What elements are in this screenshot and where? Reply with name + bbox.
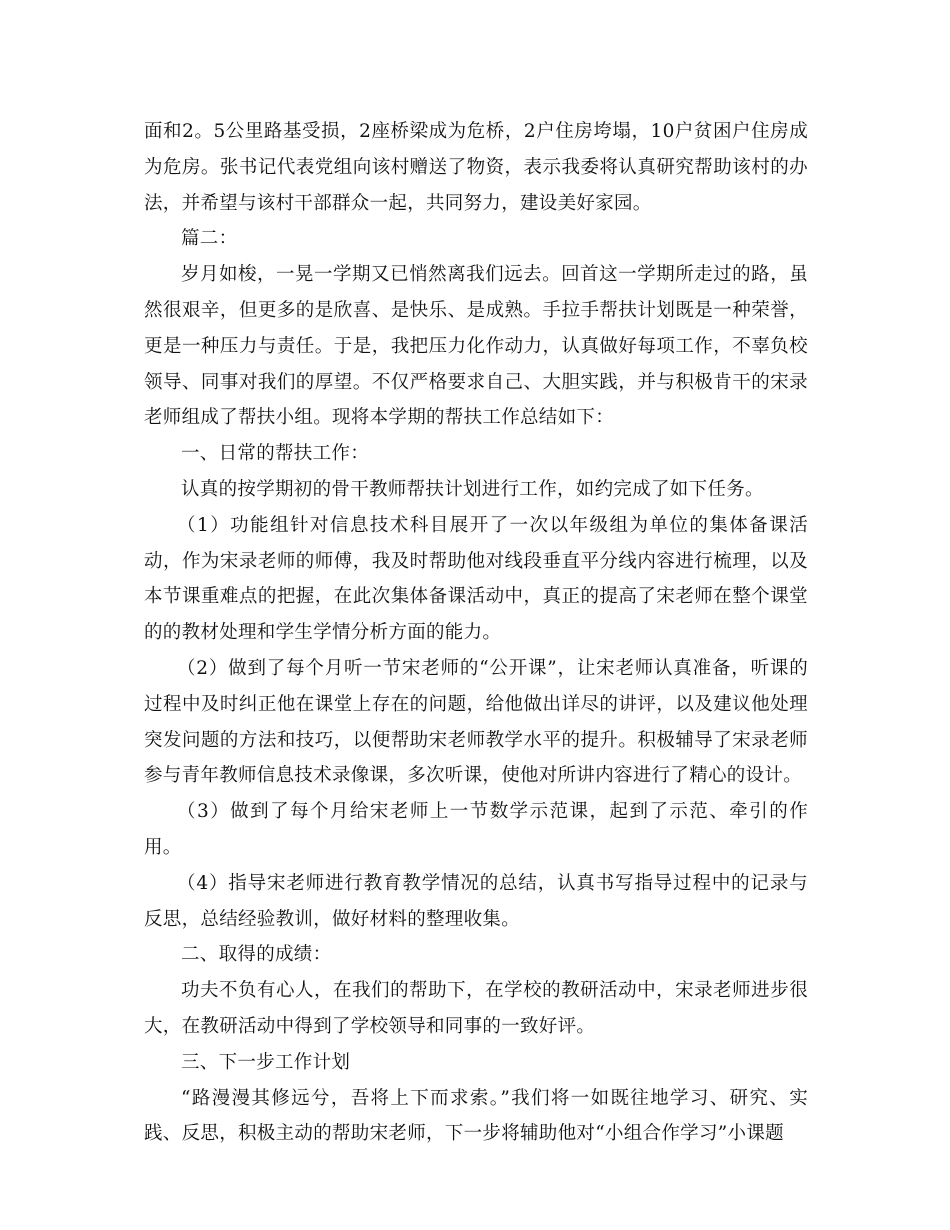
paragraph: 认真的按学期初的骨干教师帮扶计划进行工作，如约完成了如下任务。 (181, 478, 764, 500)
paragraph: 面和2。5公里路基受损，2座桥梁成为危桥，2户住房垮塌，10户贫困户住房成为危房。张书记代表党组向该村赠送了物资，表示我委将认真研究帮助该村的办法，并希望与该村干部群众一起，共同努力，建设美好家园。 (144, 121, 808, 214)
section-heading: 二、取得的成绩： (181, 944, 332, 966)
list-item: （2）做到了每个月听一节宋老师的“公开课”，让宋老师认真准备，听课的过程中及时纠正他在课堂上存在的问题，给他做出详尽的讲评，以及建议他处理突发问题的方法和技巧，以便帮助宋老师教学水平的提升。积极辅导了宋录老师参与青年教师信息技术录像课，多次听课，使他对所讲内容进行了精心的设计。 (144, 657, 808, 787)
section-heading: 篇二： (181, 228, 238, 250)
section-heading: 三、下一步工作计划 (181, 1051, 351, 1073)
paragraph: 岁月如梭，一晃一学期又已悄然离我们远去。回首这一学期所走过的路，虽然很艰辛，但更多的是欣喜、是快乐、是成熟。手拉手帮扶计划既是一种荣誉，更是一种压力与责任。于是，我把压力化作动力，认真做好每项工作，不辜负校领导、同事对我们的厚望。不仅严格要求自己、大胆实践，并与积极肯干的宋录老师组成了帮扶小组。现将本学期的帮扶工作总结如下： (144, 264, 808, 429)
list-item: （4）指导宋老师进行教育教学情况的总结，认真书写指导过程中的记录与反思，总结经验教训，做好材料的整理收集。 (144, 872, 808, 930)
list-item: （1）功能组针对信息技术科目展开了一次以年级组为单位的集体备课活动，作为宋录老师的师傅，我及时帮助他对线段垂直平分线内容进行梳理，以及本节课重难点的把握，在此次集体备课活动中，真正的提高了宋老师在整个课堂的的教材处理和学生学情分析方面的能力。 (144, 514, 808, 644)
list-item: （3）做到了每个月给宋老师上一节数学示范课，起到了示范、牵引的作用。 (144, 801, 808, 858)
document-body (144, 114, 808, 1152)
paragraph: 功夫不负有心人，在我们的帮助下，在学校的教研活动中，宋录老师进步很大，在教研活动中得到了学校领导和同事的一致好评。 (144, 980, 808, 1037)
paragraph: “路漫漫其修远兮，吾将上下而求索。”我们将一如既往地学习、研究、实践、反思，积极主动的帮助宋老师，下一步将辅助他对“小组合作学习”小课题 (144, 1087, 808, 1145)
section-heading: 一、日常的帮扶工作： (181, 443, 370, 465)
